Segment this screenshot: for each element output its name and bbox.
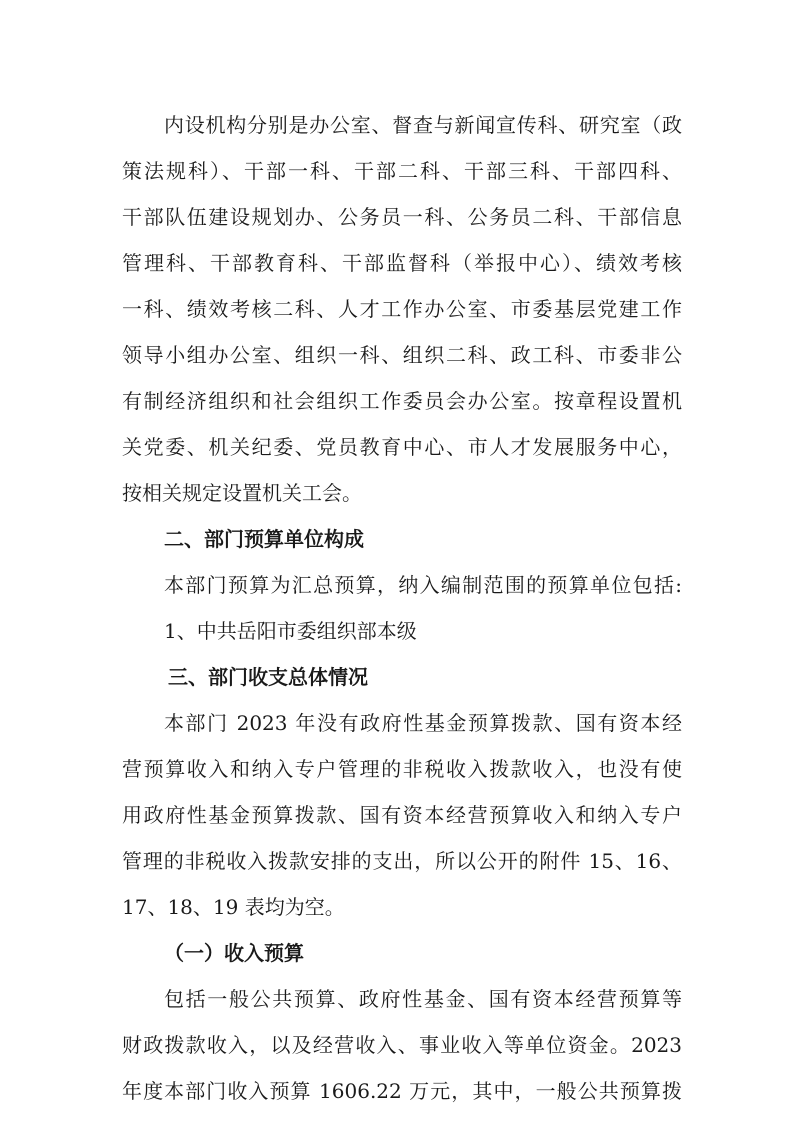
body-text-line: 有制经济组织和社会组织工作委员会办公室。按章程设置机 (122, 389, 682, 413)
body-text-line: 干部队伍建设规划办、公务员一科、公务员二科、干部信息 (122, 205, 682, 229)
body-text-line: 管理科、干部教育科、干部监督科（举报中心）、绩效考核 (122, 251, 682, 275)
body-text-line: 关党委、机关纪委、党员教育中心、市人才发展服务中心， (122, 435, 682, 459)
body-text-line: 1、中共岳阳市委组织部本级 (164, 619, 417, 643)
body-text-line: 本部门预算为汇总预算，纳入编制范围的预算单位包括: (164, 573, 682, 597)
body-text-line: 营预算收入和纳入专户管理的非税收入拨款收入，也没有使 (122, 757, 682, 781)
section-heading: 三、部门收支总体情况 (168, 665, 368, 689)
body-text-line: 内设机构分别是办公室、督查与新闻宣传科、研究室（政 (164, 113, 682, 137)
body-text-line: 本部门 2023 年没有政府性基金预算拨款、国有资本经 (164, 711, 682, 735)
body-text-line: 年度本部门收入预算 1606.22 万元，其中，一般公共预算拨 (122, 1079, 682, 1103)
body-text-line: 用政府性基金预算拨款、国有资本经营预算收入和纳入专户 (122, 803, 682, 827)
body-text-line: 领导小组办公室、组织一科、组织二科、政工科、市委非公 (122, 343, 682, 367)
body-text-line: 按相关规定设置机关工会。 (122, 481, 362, 505)
body-text-line: 17、18、19 表均为空。 (122, 895, 345, 919)
body-text-line: 管理的非税收入拨款安排的支出，所以公开的附件 15、16、 (122, 849, 682, 873)
body-text-line: 策法规科）、干部一科、干部二科、干部三科、干部四科、 (122, 159, 682, 183)
section-heading: 二、部门预算单位构成 (164, 527, 364, 551)
subsection-heading: （一）收入预算 (164, 941, 304, 965)
body-text-line: 包括一般公共预算、政府性基金、国有资本经营预算等 (164, 987, 682, 1011)
body-text-line: 一科、绩效考核二科、人才工作办公室、市委基层党建工作 (122, 297, 682, 321)
body-text-line: 财政拨款收入，以及经营收入、事业收入等单位资金。2023 (122, 1033, 682, 1057)
